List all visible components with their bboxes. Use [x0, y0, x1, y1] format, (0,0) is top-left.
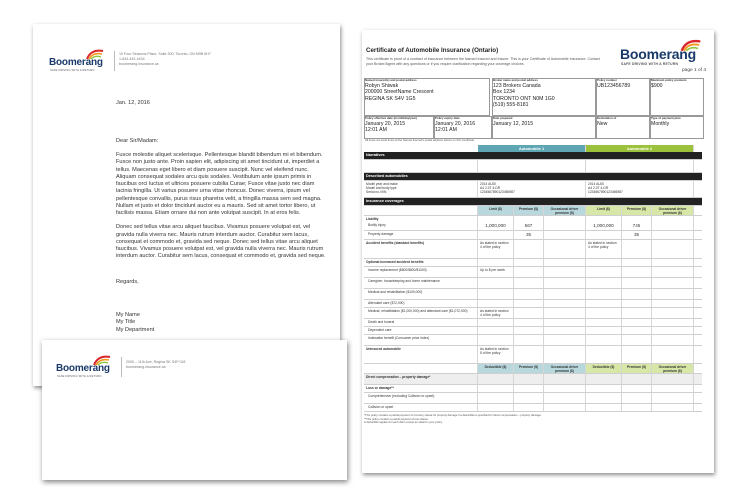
model-year-label: Model year and make [366, 181, 398, 186]
table-row [364, 259, 702, 267]
policy-number-box [596, 78, 650, 116]
table-row [364, 231, 702, 240]
insured-city: REGINA SK S4V 1G5 [365, 95, 416, 102]
logo-divider [114, 51, 115, 71]
broker-label: Broker name and postal address [493, 78, 538, 82]
policy-number-label: Policy number [597, 78, 617, 82]
auto-1-property-premium: 35 [514, 231, 544, 239]
payment-plan-value: Monthly [651, 121, 670, 128]
auto-1-model: A4 2.0T 4-DR [480, 185, 501, 190]
table-row [364, 300, 702, 308]
local-times-note: All times are local times at the Named Insured's postal address shown on this Certificate [365, 138, 475, 142]
effective-time-value: 12:01 AM [365, 127, 387, 134]
table-row [364, 319, 702, 327]
auto-1-optional-limit: As stated in section 4 of the policy [478, 308, 514, 318]
table-row [364, 145, 702, 152]
table-row [364, 393, 702, 404]
max-premium-value: $900 [651, 83, 663, 90]
logo-wordmark: Boomerang [49, 57, 103, 68]
phone-line: 1-844-443-4434 [119, 56, 145, 61]
auto-2-property-premium: 35 [622, 231, 652, 239]
letter-signature [116, 312, 154, 334]
logo-tagline: SAFE DRIVING WITH A RETURN [57, 375, 102, 378]
table-row [364, 240, 702, 259]
table-row [364, 278, 702, 289]
address-line: 2000 – 11th Ave, Regina SK S4P 0J8 [126, 360, 186, 364]
named-insured-label: Named insured(s) and postal address [365, 78, 417, 82]
address-line: 10 Four Seasons Place, Suite 300, Toronto, ON M9B 6H7 [119, 52, 211, 56]
auto-1-accident-limit: As stated in section 4 of the policy [478, 240, 514, 258]
boomerang-logo [620, 38, 708, 70]
coverage-table [364, 145, 702, 425]
table-row [364, 346, 702, 364]
effective-date-label: Policy effective date (month/day/year) [365, 116, 417, 120]
limit-column-header: Limit ($) [478, 206, 514, 215]
table-row [364, 289, 702, 300]
letterhead-page [33, 24, 340, 386]
web-line: boomerang.insurance.ca [119, 61, 159, 66]
table-row [364, 374, 702, 385]
auto-2-vin: 1234567890123456987 [588, 189, 623, 194]
logo-wordmark: Boomerang [56, 363, 110, 374]
policy-number-value: UB123456789 [597, 83, 631, 90]
certificate-title: Certificate of Automobile Insurance (Ontario) [366, 47, 499, 54]
auto-2-description [586, 181, 694, 197]
table-row [364, 206, 702, 216]
max-premium-label: Maximum policy premium [651, 78, 687, 82]
payment-plan-box [650, 116, 704, 139]
death-funeral-label: Death and funeral [364, 319, 478, 326]
letter-salutation: Dear Sir/Madam: [116, 138, 159, 144]
accident-benefits-label: Accident benefits (standard benefits) [364, 240, 478, 258]
occasional-column-header: Occasional driver premium ($) [544, 206, 586, 215]
occasional-column-header: Occasional driver premium ($) [652, 364, 694, 373]
boomerang-logo [49, 48, 111, 74]
effective-date-value: January 20, 2015 [365, 121, 406, 128]
expiry-date-box [434, 116, 492, 139]
auto-1-bodily-premium: 567 [514, 222, 544, 230]
model-body-label: Model and body type [366, 185, 397, 190]
boomerang-logo [56, 354, 118, 380]
income-replacement-label: Income replacement ($600/$800/$1000) [364, 267, 478, 277]
max-premium-box [650, 78, 704, 116]
signature-department: My Department [116, 326, 155, 333]
signature-name: My Name [116, 312, 140, 318]
auto-1-liability-limit: 1,000,000 [478, 222, 514, 230]
auto-2-liability-limit: 1,000,000 [586, 222, 622, 230]
deductible-column-header: Deductible ($) [478, 364, 514, 373]
described-automobiles-header: Described automobiles [366, 173, 408, 178]
table-row [364, 198, 702, 206]
table-row [364, 267, 702, 278]
auto-1-vin: 1234567890123456987 [480, 189, 515, 194]
table-row [364, 327, 702, 335]
table-row [364, 181, 702, 198]
logo-tagline: SAFE DRIVING WITH A RETURN [50, 69, 95, 72]
footnote: *This policy contains a partial payment of recovery clause for property damage if a deductible is specified for direct compensation – property damage. [364, 414, 542, 417]
declaration-box [596, 116, 650, 139]
named-insured-box [364, 78, 490, 116]
broker-city: TORONTO ONT N0M 1G0 [493, 95, 555, 102]
indexation-label: Indexation benefit (Consumer price index) [364, 335, 478, 345]
web-line: boomerang.insurance.ca [126, 364, 166, 369]
premium-column-header: Premium ($) [622, 206, 652, 215]
table-row [364, 364, 702, 374]
letter-paragraph: Fusce molestie aliquet scelerisque. Pellentesque blandit bibendum mi et bibendum. Fusce non justo ante. Proin sapien elit, adipiscing sit amet tincidunt ut, imperdiet a tellus. Maecenas eget libero et diam posuere suscipit. Nunc vel eleifend nunc. Aliquam consequat sodales arcu quis sodales. Vestibulum ante ipsum primis in faucibus orci luctus et ultrices posuere cubilia Curae; Fusce vitae justo nec diam lacinia fringilla. Ut varius posuere urna vitae rhoncus. Donec viverra, ipsum vel pellentesque convallis, purus risus pharetra velit, a fringilla massa sem sed magna. Nullam et justo et dolor tincidunt auctor eu a mauris. Sed sit amet tortor libero, ut facilisis massa. Etiam ornare dui non ante volutpat suscipit. In at eros felis. [116, 152, 323, 217]
caregiver-label: Caregiver, housekeeping and home maintenance [364, 278, 478, 288]
premium-column-header: Premium ($) [622, 364, 652, 373]
letter-closing: Regards, [116, 279, 139, 285]
date-prepared-value: January 12, 2015 [493, 121, 534, 128]
declaration-value: New [597, 121, 608, 128]
table-row [364, 173, 702, 181]
certificate-description: This certificate is proof of a contract of insurance between the Named Insured and Insurer. This is your Certificate of Automobile Insurance. Contact your Broker/Agent with any questions or if you require clarification regarding your coverage choices. [366, 57, 600, 66]
auto-2-year: 2014 AUDI [588, 181, 604, 186]
auto-1-income-limit: Up to $ per week [478, 267, 514, 277]
comprehensive-label: Comprehensive (excluding Collision or upset) [364, 393, 478, 403]
table-row [364, 335, 702, 346]
payment-plan-label: Type of payment plan [651, 116, 681, 120]
logo-divider [121, 357, 122, 377]
table-row [364, 160, 702, 173]
attendant-care-label: Attendant care ($72,000) [364, 300, 478, 307]
medical-rehab-label: Medical and rehabilitation ($100,000) [364, 289, 478, 299]
premium-column-header: Premium ($) [514, 206, 544, 215]
insurance-certificate [362, 30, 714, 473]
letter-body [116, 152, 328, 268]
collision-label: Collision or upset [364, 404, 478, 411]
property-damage-label: Property damage [364, 231, 478, 239]
footnotes [364, 414, 702, 425]
premium-column-header: Premium ($) [514, 364, 544, 373]
table-row [364, 385, 702, 393]
medical-attendant-label: Medical, rehabilitation ($1,000,000) and attendant care ($1,072,000) [364, 308, 478, 318]
auto-2-model: A4 2.0T 4-DR [588, 185, 609, 190]
table-row [364, 404, 702, 412]
logo-tagline: SAFE DRIVING WITH A RETURN [621, 62, 679, 66]
vin-label: Serial no./VIN [366, 189, 387, 194]
effective-date-box [364, 116, 434, 139]
date-prepared-box [492, 116, 596, 139]
auto-2-accident-limit: As stated in section 4 of the policy [586, 240, 622, 258]
liability-label: Liability [364, 216, 478, 222]
loss-damage-label: Loss or damage** [364, 385, 478, 392]
logo-wordmark: Boomerang [620, 46, 696, 62]
uninsured-label: Uninsured automobile [364, 346, 478, 363]
expiry-time-value: 12:01 AM [435, 127, 457, 134]
insured-name: Robyn Shiwak [365, 83, 399, 90]
insured-street: 200000 StreetName Crescent [365, 89, 434, 96]
declaration-label: Declaration of [597, 116, 617, 120]
automobile-2-header: Automobile 2 [586, 145, 694, 152]
occasional-column-header: Occasional driver premium ($) [544, 364, 586, 373]
expiry-date-value: January 20, 2016 [435, 121, 476, 128]
broker-box-number: Box 1234 [493, 89, 515, 96]
broker-phone: (519) 555-8181 [493, 101, 529, 108]
automobile-1-header: Automobile 1 [478, 145, 586, 152]
page-indicator: page 1 of 4 [681, 68, 706, 73]
footnote: A deductible applies for each claim except as stated in your policy. [364, 421, 443, 424]
date-prepared-label: Date prepared [493, 116, 513, 120]
envelope [42, 340, 347, 480]
auto-1-uninsured-limit: As stated in section 5 of the policy [478, 346, 514, 363]
table-row [364, 152, 702, 160]
deductible-column-header: Deductible ($) [586, 364, 622, 373]
envelope-address [126, 360, 185, 370]
limit-column-header: Limit ($) [586, 206, 622, 215]
dependent-care-label: Dependent care [364, 327, 478, 334]
broker-box [492, 78, 596, 116]
signature-title: My Title [116, 319, 136, 326]
bodily-injury-label: Bodily injury [364, 222, 478, 230]
insurance-coverages-header: Insurance coverages [366, 198, 404, 203]
expiry-date-label: Policy expiry date [435, 116, 460, 120]
auto-1-description [478, 181, 586, 197]
letter-address [119, 52, 211, 67]
table-row [364, 308, 702, 319]
footnote: **This policy contains a partial payment of loss clause. [364, 417, 429, 421]
narratives-header: Narratives [366, 152, 385, 157]
broker-name: 123 Brokers Canada [493, 83, 541, 90]
letter-date: Jan. 12, 2016 [116, 100, 150, 106]
occasional-column-header: Occasional driver premium ($) [652, 206, 694, 215]
direct-compensation-label: Direct compensation – property damage* [364, 374, 478, 384]
auto-1-year: 2014 AUDI [480, 181, 496, 186]
letter-paragraph: Donec sed tellus vitae arcu aliquet faucibus. Vivamus posuere volutpat est, vel gravida nulla viverra nec. Mauris rutrum interdum auctor. Curabitur sem lacus, consequat et commodo et, gravida sed neque. Donec sed tellus vitae arcu aliquet faucibus. Vivamus posuere volutpat est, vel gravida nulla viverra nec. Mauris rutrum interdum auctor. Curabitur sem lacus, consequat et commodo et, gravida sed neque. [116, 224, 326, 260]
described-labels [364, 181, 478, 197]
optional-benefits-label: Optional increased accident benefits [364, 259, 478, 266]
table-row [364, 222, 702, 231]
auto-2-bodily-premium: 745 [622, 222, 652, 230]
